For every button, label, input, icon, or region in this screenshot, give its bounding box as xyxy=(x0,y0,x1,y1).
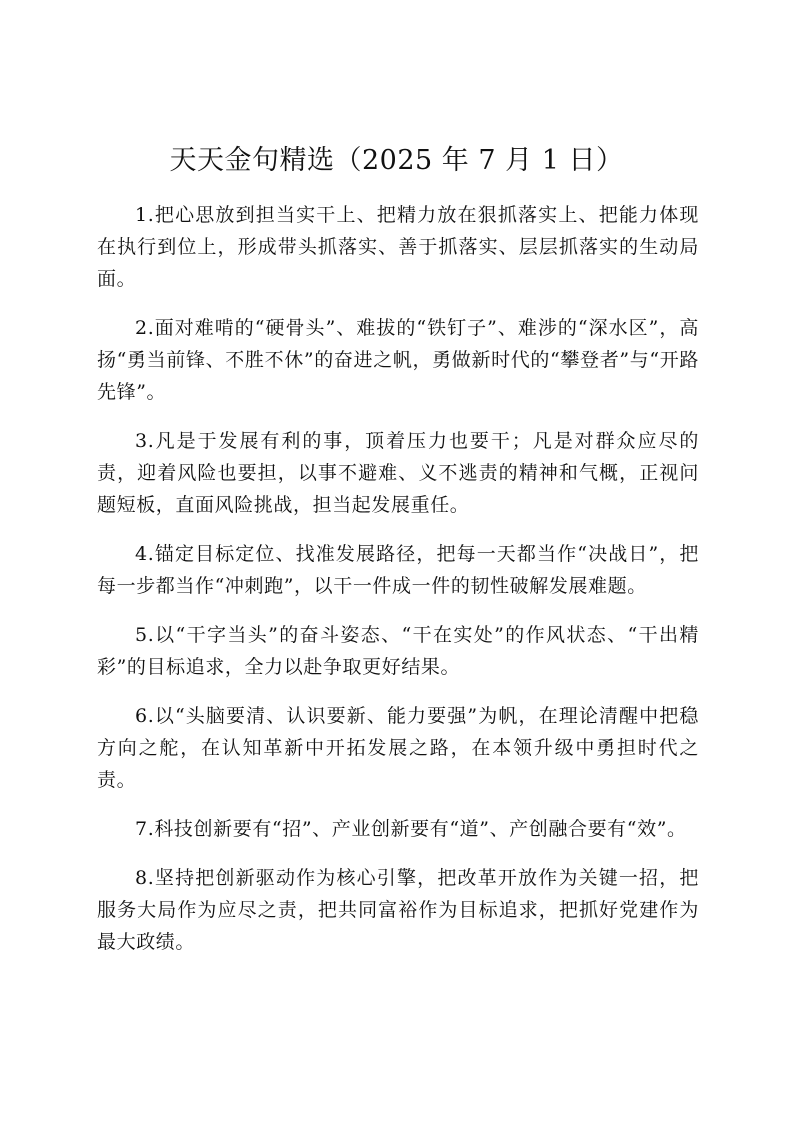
quote-paragraph-3: 3.凡是于发展有利的事，顶着压力也要干；凡是对群众应尽的责，迎着风险也要担，以事不避难、义不逃责的精神和气概，正视问题短板，直面风险挑战，担当起发展重任。 xyxy=(97,430,699,516)
quote-paragraph-7: 7.科技创新要有“招”、产业创新要有“道”、产创融合要有“效”。 xyxy=(135,818,687,840)
quote-paragraph-4: 4.锚定目标定位、找准发展路径，把每一天都当作“决战日”，把每一步都当作“冲刺跑”，以干一件成一件的韧性破解发展难题。 xyxy=(97,543,699,597)
quote-paragraph-6: 6.以“头脑要清、认识要新、能力要强”为帆，在理论清醒中把稳方向之舵，在认知革新中开拓发展之路，在本领升级中勇担时代之责。 xyxy=(97,705,699,791)
quote-paragraph-2: 2.面对难啃的“硬骨头”、难拔的“铁钉子”、难涉的“深水区”，高扬“勇当前锋、不胜不休”的奋进之帆，勇做新时代的“攀登者”与“开路先锋”。 xyxy=(97,317,699,403)
quote-paragraph-1: 1.把心思放到担当实干上、把精力放在狠抓落实上、把能力体现在执行到位上，形成带头抓落实、善于抓落实、层层抓落实的生动局面。 xyxy=(97,204,699,290)
page-title: 天天金句精选（2025 年 7 月 1 日） xyxy=(169,145,624,176)
quote-paragraph-8: 8.坚持把创新驱动作为核心引擎，把改革开放作为关键一招，把服务大局作为应尽之责，把共同富裕作为目标追求，把抓好党建作为最大政绩。 xyxy=(97,867,699,953)
quote-paragraph-5: 5.以“干字当头”的奋斗姿态、“干在实处”的作风状态、“干出精彩”的目标追求，全力以赴争取更好结果。 xyxy=(97,624,699,678)
document-body xyxy=(97,199,699,975)
